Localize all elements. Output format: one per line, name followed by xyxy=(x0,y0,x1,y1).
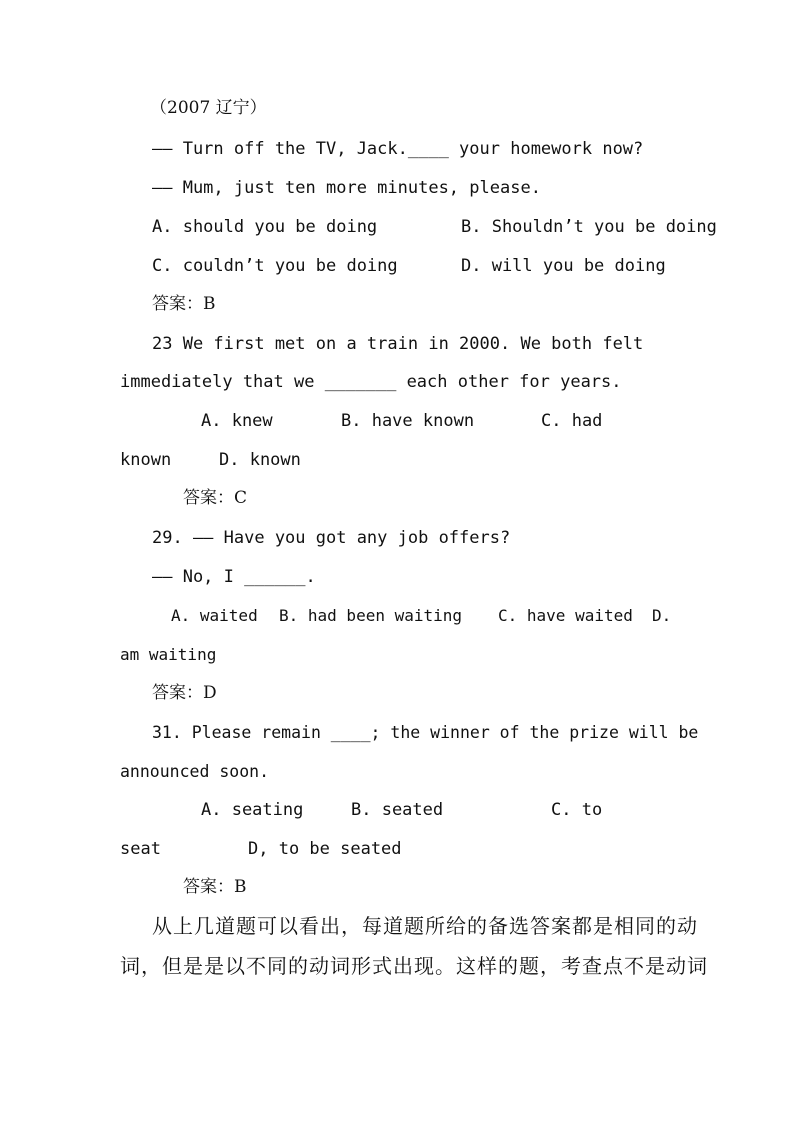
question-29-answer: 答案：D xyxy=(152,683,217,703)
question-1-option-c: C. couldn’t you be doing xyxy=(152,256,398,276)
question-23-stem-line-2: immediately that we _______ each other for years. xyxy=(120,372,622,392)
question-23-option-b: B. have known xyxy=(341,411,475,431)
question-29-prompt: 29. —— Have you got any job offers? xyxy=(152,528,511,548)
question-29-response: —— No, I ______. xyxy=(152,567,316,587)
question-29-option-d: D. xyxy=(652,606,672,625)
question-23-answer: 答案：C xyxy=(183,488,248,508)
question-31-option-c-continued: seat xyxy=(120,839,161,859)
question-29-option-c: C. have waited xyxy=(498,606,633,625)
question-31-stem-line-1: 31. Please remain ____; the winner of the prize will be xyxy=(152,723,699,742)
question-23-stem-line-1: 23 We first met on a train in 2000. We both felt xyxy=(152,334,644,354)
question-31-option-b: B. seated xyxy=(351,800,444,820)
question-23-option-c-continued: known xyxy=(120,450,172,470)
paragraph-line-2: 词，但是是以不同的动词形式出现。这样的题，考查点不是动词 xyxy=(120,954,708,978)
question-23-option-a: A. knew xyxy=(201,411,273,431)
question-31-answer: 答案：B xyxy=(183,877,247,897)
question-1-prompt: —— Turn off the TV, Jack.____ your homework now? xyxy=(152,139,644,159)
question-1-option-d: D. will you be doing xyxy=(461,256,666,276)
question-31-option-c: C. to xyxy=(551,800,603,820)
question-29-option-b: B. had been waiting xyxy=(279,606,463,625)
question-source: （2007 辽宁） xyxy=(150,98,267,118)
question-23-option-c: C. had xyxy=(541,411,603,431)
question-31-stem-line-2: announced soon. xyxy=(120,762,270,781)
question-31-option-a: A. seating xyxy=(201,800,304,820)
question-1-option-b: B. Shouldn’t you be doing xyxy=(461,217,717,237)
question-1-option-a: A. should you be doing xyxy=(152,217,378,237)
paragraph-line-1: 从上几道题可以看出，每道题所给的备选答案都是相同的动 xyxy=(152,914,698,938)
question-31-option-d: D, to be seated xyxy=(248,839,402,859)
question-29-option-a: A. waited xyxy=(171,606,258,625)
question-29-option-d-continued: am waiting xyxy=(120,645,217,664)
question-1-response: —— Mum, just ten more minutes, please. xyxy=(152,178,541,198)
question-23-option-d: D. known xyxy=(219,450,301,470)
question-1-answer: 答案：B xyxy=(152,294,216,314)
